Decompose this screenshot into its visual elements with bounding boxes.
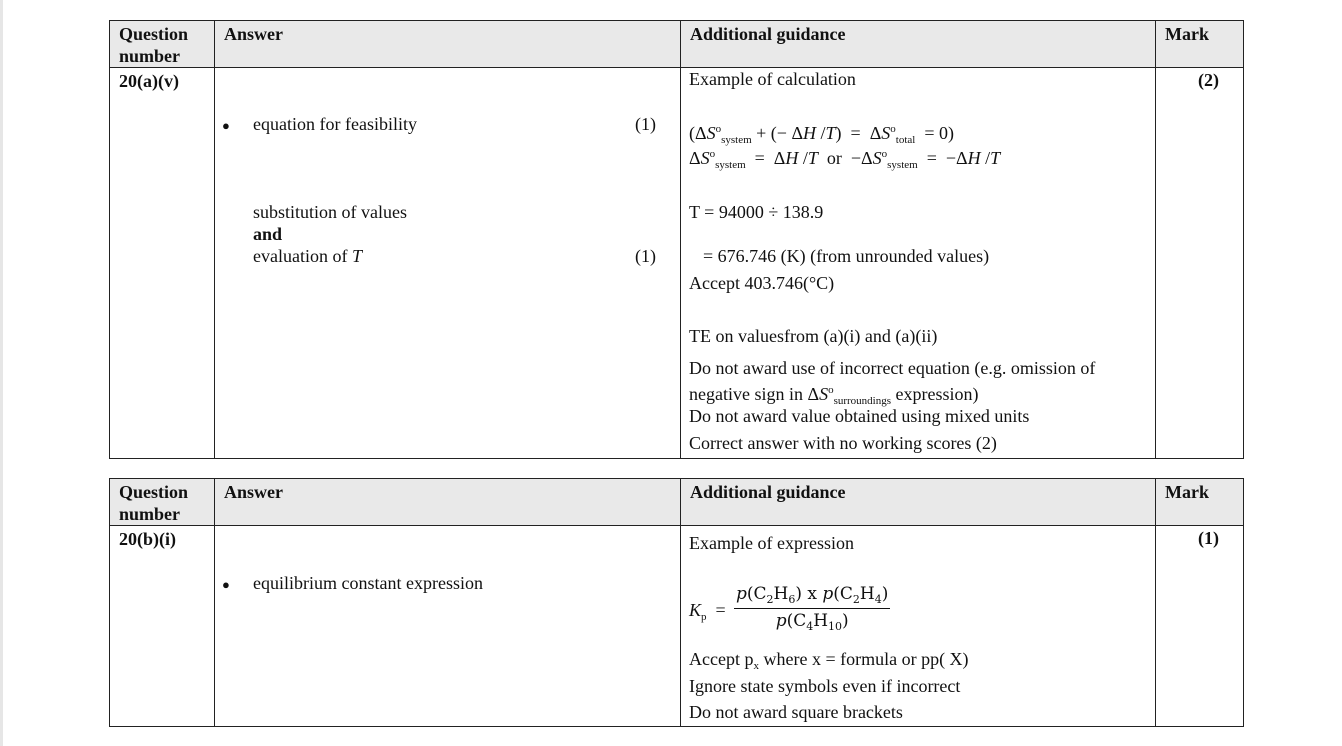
- mark-scheme-table-1: [109, 20, 1244, 459]
- header-answer: Answer: [215, 21, 681, 68]
- answer-cell: [215, 68, 681, 459]
- feasibility-equation-1: ($\Delta S^o_{system}$ + (− ΔH $/T) = \Delta S^o_{total} = 0$): [689, 123, 954, 146]
- header-answer: Answer: [215, 479, 681, 526]
- header-mark: Mark: [1156, 21, 1244, 68]
- left-scroll-rail: [0, 0, 3, 746]
- answer-point: equation for feasibility: [253, 114, 417, 134]
- mark-value: (2): [1156, 68, 1244, 459]
- answer-point: equilibrium constant expression: [253, 573, 483, 593]
- do-not-award-1-cont: negative sign in $\Delta S^o_{surroundings}$ expression): [689, 384, 979, 407]
- feasibility-equation-2: $\Delta S^o_{system} = \Delta H$ /T or $-\Delta S^o_{system} = -\Delta H$ /T: [689, 148, 1001, 171]
- table-header-row: [110, 479, 1244, 526]
- calc-T: T = 94000 ÷ 138.9: [689, 202, 824, 222]
- answer-mark: (1): [635, 114, 656, 134]
- mark-scheme-table-2: [109, 478, 1244, 727]
- table-row: [110, 68, 1244, 459]
- question-number: 20(a)(v): [110, 68, 215, 459]
- header-guidance: Additional guidance: [681, 21, 1156, 68]
- guidance-example: Example of calculation: [689, 69, 856, 89]
- table-row: [110, 526, 1244, 727]
- accept-celsius: Accept 403.746(°C): [689, 273, 835, 293]
- answer-mark: (1): [635, 246, 656, 266]
- answer-and: and: [253, 224, 283, 244]
- correct-answer-note: Correct answer with no working scores (2): [689, 433, 997, 453]
- answer-point: evaluation of T: [253, 246, 362, 266]
- ignore-state-symbols: Ignore state symbols even if incorrect: [689, 676, 961, 696]
- calc-result: = 676.746 (K) (from unrounded values): [703, 246, 990, 266]
- guidance-example: Example of expression: [689, 533, 854, 553]
- answer-point: substitution of values: [253, 202, 407, 222]
- mark-value: (1): [1156, 526, 1244, 727]
- question-number: 20(b)(i): [110, 526, 215, 727]
- header-mark: Mark: [1156, 479, 1244, 526]
- header-question-number: Question number: [110, 21, 215, 68]
- answer-cell: [215, 526, 681, 727]
- kp-symbol: $K_p$ =: [689, 600, 726, 623]
- table-header-row: [110, 21, 1244, 68]
- header-guidance: Additional guidance: [681, 479, 1156, 526]
- do-not-award-2: Do not award value obtained using mixed units: [689, 406, 1030, 426]
- bullet-icon: ●: [222, 577, 230, 592]
- te-note: TE on valuesfrom (a)(i) and (a)(ii): [689, 326, 938, 346]
- square-brackets-note: Do not award square brackets: [689, 702, 903, 722]
- guidance-cell: [681, 526, 1156, 727]
- guidance-cell: [681, 68, 1156, 459]
- header-question-number: Question number: [110, 479, 215, 526]
- kp-expression: $\frac{p(C_2H_6) x p(C_2H_4)}{p(C_4H_{10})}$: [736, 584, 889, 633]
- do-not-award-1: Do not award use of incorrect equation (e.g. omission of: [689, 358, 1096, 378]
- accept-px-note: Accept $p_x$ where x = formula or pp( X): [689, 649, 969, 672]
- bullet-icon: ●: [222, 118, 230, 133]
